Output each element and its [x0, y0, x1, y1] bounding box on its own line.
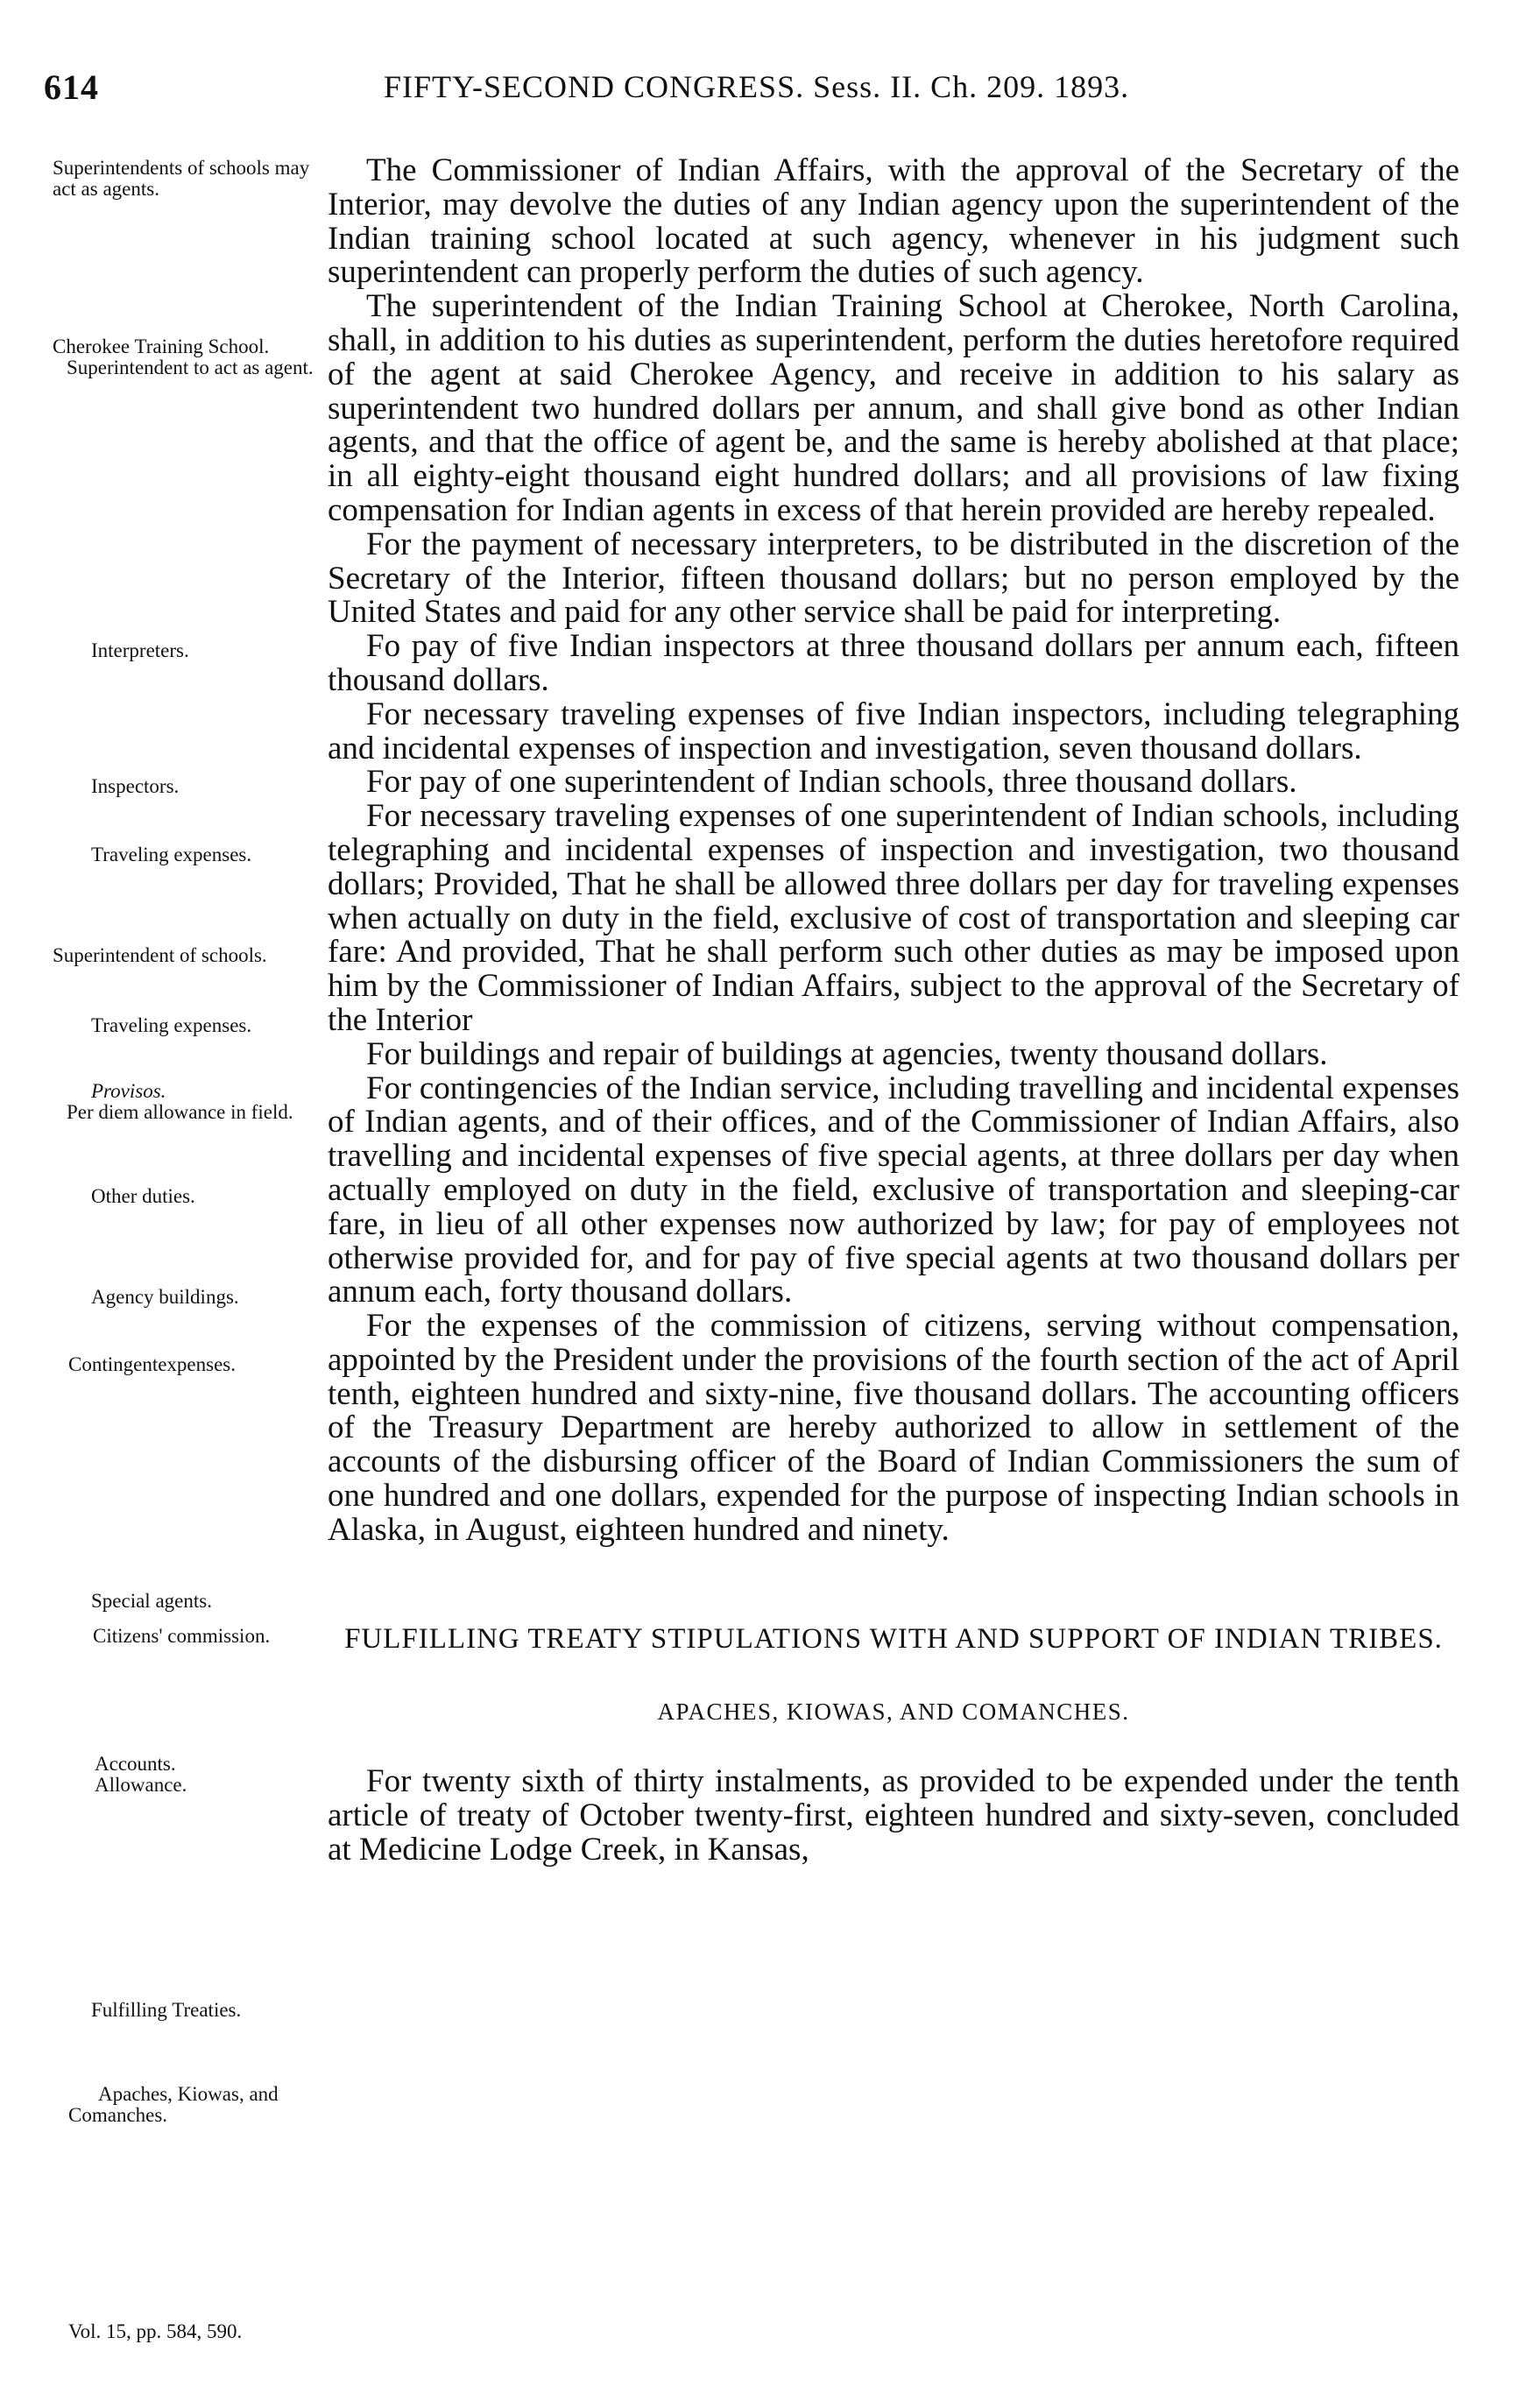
margin-text: Provisos.	[91, 1080, 166, 1102]
paragraph-traveling-superintendent: For necessary traveling expenses of one superintendent of Indian schools, including telegraphing and incidental expenses of inspection and investigation, two thousand dollars; Provided, That he shall be allowed three dollars per day for traveling expenses when actually on duty in the field, exclusive of cost of transportation and sleeping car fare: And provided, That he shall perform such other duties as may be imposed upon him by the Commissioner of Indian Affairs, subject to the approval of the Secretary of the Interior	[328, 798, 1459, 1038]
page-number: 614	[44, 67, 99, 107]
margin-note-special-agents	[91, 1591, 354, 1612]
margin-note-traveling-1	[91, 844, 354, 865]
margin-note-vol	[68, 2321, 331, 2342]
margin-note-agency-buildings	[91, 1287, 354, 1308]
margin-note-provisos	[53, 1081, 315, 1123]
paragraph-agency-buildings: For buildings and repair of buildings at agencies, twenty thousand dollars.	[366, 1035, 1328, 1072]
margin-text: Fulfilling Treaties.	[91, 1999, 242, 2021]
margin-text: Traveling expenses.	[91, 1014, 252, 1036]
margin-note-interpreters	[91, 640, 354, 661]
paragraph-superintendent-schools: For pay of one superintendent of Indian schools, three thousand dollars.	[366, 764, 1297, 801]
margin-note-superintendents	[53, 158, 315, 200]
main-text	[328, 154, 1459, 1868]
margin-note-citizens	[68, 1626, 314, 1647]
margin-text: Contingentexpenses.	[68, 1353, 236, 1375]
margin-text: Agency buildings.	[91, 1286, 239, 1308]
paragraph-cherokee: The superintendent of the Indian Training School at Cherokee, North Carolina, shall, in addition to his duties as superintendent, perform the duties heretofore required of the agent at said Cherokee Agency, and receive in addition to his salary as superintendent two hundred dollars per annum, and shall give bond as other Indian agents, and that the office of agent be, and the same is hereby abolished at that place; in all eighty-eight thousand eight hundred dollars; and all provisions of law fixing compensation for Indian agents in excess of that herein provided are hereby repealed.	[328, 288, 1459, 528]
paragraph-citizens-commission: For the expenses of the commission of citizens, serving without compensation, appointed by the President under the provisions of the fourth section of the act of April tenth, eighteen hundred and sixty-nine, five thousand dollars. The accounting officers of the Treasury Department are hereby authorized to allow in settlement of the accounts of the disbursing officer of the Board of Indian Commissioners the sum of one hundred and one dollars, expended for the purpose of inspecting Indian schools in Alaska, in August, eighteen hundred and ninety.	[328, 1308, 1459, 1548]
margin-text: Interpreters.	[91, 639, 189, 661]
paragraph-contingencies: For contingencies of the Indian service, including travelling and incidental expenses of Indian agents, and of their offices, and of the Commissioner of Indian Affairs, also travelling and incidental expenses of five special agents, at three dollars per day when actually employed on duty in the field, exclusive of transportation and sleeping-car fare, in lieu of all other expenses now authorized by law; for pay of employees not otherwise provided for, and for pay of five special agents at two thousand dollars per annum each, forty thousand dollars.	[328, 1070, 1459, 1310]
margin-text: Apaches, Kiowas, and Comanches.	[68, 2083, 279, 2126]
margin-text: Special agents.	[91, 1590, 212, 1612]
paragraph-superintendents: The Commissioner of Indian Affairs, with the approval of the Secretary of the Interior, may devolve the duties of any Indian agency upon the superintendent of the Indian training school located at such agency, whenever in his judgment such superintendent can properly perform the duties of such agency.	[328, 152, 1459, 291]
margin-text: Superintendent to act as agent.	[67, 357, 314, 378]
margin-note-accounts	[95, 1754, 357, 1796]
margin-note-other-duties	[91, 1186, 354, 1207]
paragraph-interpreters: For the payment of necessary interpreters, to be distributed in the discretion of the Secretary of the Interior, fifteen thousand dollars; but no person employed by the United States and paid for any other service shall be paid for interpreting.	[328, 526, 1459, 631]
page-header	[44, 67, 1487, 119]
subheading: APACHES, KIOWAS, AND COMANCHES.	[657, 1698, 1130, 1725]
margin-note-fulfilling	[91, 2000, 354, 2021]
paragraph-traveling-inspectors: For necessary traveling expenses of five Indian inspectors, including telegraphing and incidental expenses of inspection and investigation, seven thousand dollars.	[328, 696, 1459, 766]
margin-note-inspectors	[91, 776, 354, 797]
margin-text: Superintendents of schools may act as agents.	[53, 157, 310, 200]
margin-text: Accounts.	[95, 1753, 176, 1775]
margin-text: Other duties.	[91, 1185, 195, 1207]
margin-text: Inspectors.	[91, 775, 180, 797]
margin-note-cherokee	[53, 336, 315, 378]
margin-text: Superintendent of schools.	[53, 944, 267, 966]
margin-note-supt-schools	[53, 945, 315, 966]
margin-text: Citizens' commission.	[93, 1625, 271, 1647]
section-heading: FULFILLING TREATY STIPULATIONS WITH AND SUPPORT OF INDIAN TRIBES.	[344, 1622, 1443, 1655]
running-head: FIFTY-SECOND CONGRESS. Sess. II. Ch. 209. 1893.	[384, 69, 1130, 104]
margin-text: Traveling expenses.	[91, 844, 252, 865]
paragraph-inspectors: Fo pay of five Indian inspectors at three thousand dollars per annum each, fifteen thousand dollars.	[328, 628, 1459, 698]
margin-text: Cherokee Training School.	[53, 335, 270, 357]
margin-note-traveling-2	[91, 1015, 354, 1036]
margin-note-apaches	[68, 2084, 322, 2126]
margin-note-contingent	[68, 1354, 331, 1375]
margin-text: Per diem allowance in field.	[67, 1101, 293, 1123]
margin-text: Vol. 15, pp. 584, 590.	[68, 2320, 243, 2342]
paragraph-apaches: For twenty sixth of thirty instalments, as provided to be expended under the tenth article of treaty of October twenty-first, eighteen hundred and sixty-seven, concluded at Medicine Lodge Creek, in Kansas,	[328, 1763, 1459, 1868]
margin-text: Allowance.	[95, 1774, 187, 1796]
